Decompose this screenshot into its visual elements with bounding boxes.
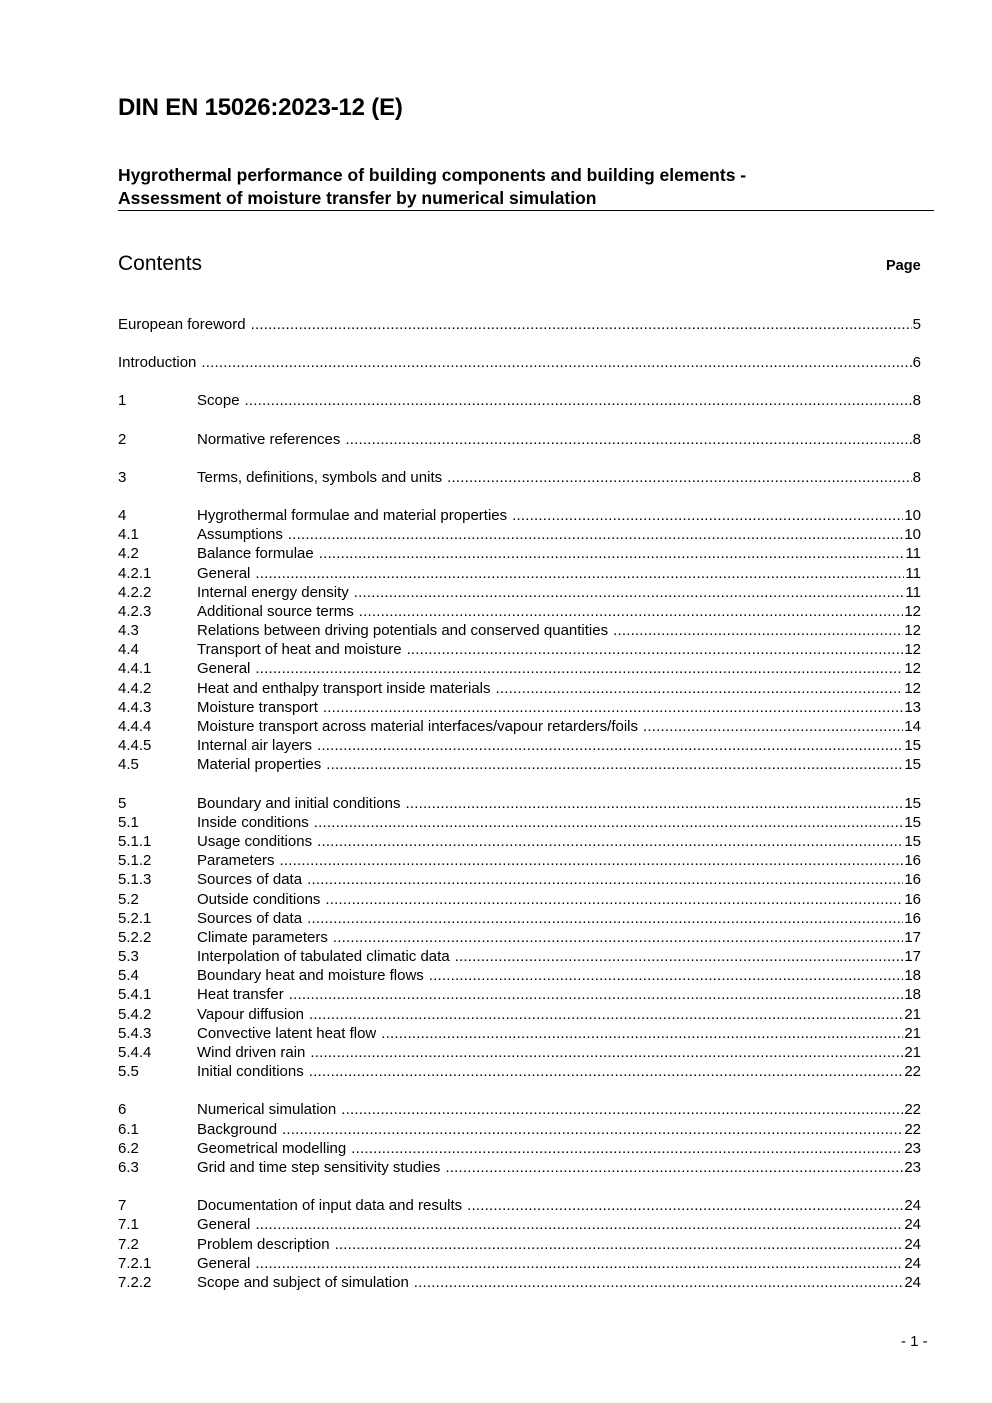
- toc-dot-leader: [512, 506, 903, 525]
- toc-entry[interactable]: [118, 1254, 921, 1273]
- toc-entry-page: 11: [905, 545, 921, 563]
- toc-entry-page: 17: [904, 948, 921, 966]
- toc-entry[interactable]: [118, 966, 921, 985]
- toc-dot-leader: [381, 1024, 903, 1043]
- toc-entry-page: 12: [904, 641, 921, 659]
- toc-entry[interactable]: [118, 1062, 921, 1081]
- toc-entry-page: 16: [904, 871, 921, 889]
- toc-entry-title: General: [197, 1254, 251, 1272]
- toc-dot-leader: [333, 928, 903, 947]
- toc-entry-page: 15: [904, 813, 921, 831]
- toc-entry-page: 23: [904, 1158, 921, 1176]
- toc-entry-number: 4.2.3: [118, 602, 152, 620]
- toc-dot-leader: [255, 564, 904, 583]
- toc-dot-leader: [414, 1273, 904, 1292]
- toc-dot-leader: [354, 583, 905, 602]
- subtitle-line-1: Hygrothermal performance of building components and building elements -: [118, 165, 747, 185]
- toc-entry-page: 21: [904, 1044, 921, 1061]
- toc-entry-page: 8: [912, 468, 921, 486]
- toc-entry-number: 5.4.2: [118, 1005, 152, 1023]
- toc-dot-leader: [317, 832, 903, 851]
- toc-entry-page: 6: [912, 354, 921, 372]
- toc-entry-number: 4.4: [118, 641, 139, 659]
- toc-entry-title: Moisture transport across material interfaces/vapour retarders/foils: [197, 718, 639, 735]
- toc-entry-page: 24: [904, 1197, 921, 1215]
- toc-entry[interactable]: [118, 564, 921, 583]
- toc-entry-page: 15: [904, 794, 921, 812]
- toc-entry-title: Grid and time step sensitivity studies: [197, 1158, 441, 1176]
- toc-entry-title: Vapour diffusion: [197, 1005, 305, 1023]
- toc-entry-number: 5.2.2: [118, 928, 152, 946]
- toc-entry-number: 4.2.1: [118, 564, 152, 582]
- toc-entry-title: Material properties: [197, 756, 322, 774]
- toc-entry-title: European foreword: [118, 316, 246, 333]
- toc-entry-number: 6: [118, 1101, 127, 1119]
- toc-dot-leader: [319, 544, 905, 563]
- toc-entry-number: 4: [118, 506, 127, 524]
- toc-entry-page: 18: [904, 967, 921, 985]
- toc-entry-number: 3: [118, 468, 127, 486]
- toc-entry-title: Problem description: [197, 1235, 330, 1253]
- toc-entry-number: 4.2: [118, 545, 139, 563]
- toc-entry[interactable]: [118, 794, 921, 813]
- toc-entry[interactable]: [118, 947, 921, 966]
- toc-entry-page: 12: [904, 602, 921, 620]
- toc-entry-title: Parameters: [197, 852, 275, 870]
- toc-entry-number: 2: [118, 430, 127, 448]
- toc-entry-title: General: [197, 564, 251, 582]
- toc-entry[interactable]: [118, 1120, 921, 1139]
- toc-entry-title: Scope: [197, 392, 240, 410]
- toc-entry-number: 5.1.1: [118, 832, 152, 850]
- toc-dot-leader: [613, 621, 903, 640]
- toc-dot-leader: [309, 1062, 904, 1081]
- toc-dot-leader: [351, 1139, 903, 1158]
- toc-entry-title: Additional source terms: [197, 602, 354, 620]
- toc-entry-page: 15: [904, 756, 921, 774]
- toc-entry-number: 1: [118, 392, 127, 410]
- toc-entry[interactable]: [118, 985, 921, 1004]
- toc-entry-number: 7.2.2: [118, 1273, 152, 1291]
- toc-entry[interactable]: [118, 1024, 921, 1043]
- toc-dot-leader: [201, 353, 911, 372]
- toc-dot-leader: [307, 870, 903, 889]
- toc-entry[interactable]: [118, 1100, 921, 1119]
- toc-entry-page: 21: [904, 1024, 921, 1042]
- toc-entry-title: Documentation of input data and results: [197, 1197, 463, 1215]
- toc-dot-leader: [309, 1005, 903, 1024]
- toc-entry[interactable]: [118, 1215, 921, 1234]
- toc-entry-title: Inside conditions: [197, 813, 309, 831]
- toc-dot-leader: [345, 430, 911, 449]
- toc-dot-leader: [643, 717, 903, 736]
- toc-entry[interactable]: [118, 832, 921, 851]
- toc-entry-title: Assumptions: [197, 526, 283, 544]
- toc-entry-number: 5.5: [118, 1063, 139, 1081]
- toc-entry[interactable]: [118, 1273, 921, 1292]
- toc-entry-page: 22: [904, 1101, 921, 1119]
- toc-entry-page: 16: [904, 890, 921, 908]
- toc-entry-number: 4.2.2: [118, 583, 152, 601]
- toc-entry-number: 6.3: [118, 1158, 139, 1176]
- toc-entry[interactable]: [118, 717, 921, 736]
- toc-entry[interactable]: [118, 1235, 921, 1254]
- contents-heading: Contents: [118, 252, 203, 275]
- toc-dot-leader: [314, 813, 904, 832]
- toc-entry[interactable]: [118, 698, 921, 717]
- toc-entry[interactable]: [118, 1139, 921, 1158]
- toc-entry[interactable]: [118, 1158, 921, 1177]
- toc-entry-number: 4.4.3: [118, 698, 152, 716]
- page-column-heading: Page: [886, 258, 921, 274]
- toc-entry[interactable]: [118, 583, 921, 602]
- toc-entry[interactable]: [118, 353, 921, 372]
- document-code: DIN EN 15026:2023-12 (E): [118, 94, 403, 121]
- toc-entry-page: 13: [904, 698, 921, 716]
- toc-entry-number: 7.1: [118, 1216, 139, 1234]
- toc-entry-page: 24: [904, 1273, 921, 1291]
- toc-entry-title: Balance formulae: [197, 545, 314, 563]
- page-number: - 1 -: [901, 1333, 928, 1350]
- toc-entry-number: 5.1.3: [118, 871, 152, 889]
- toc-dot-leader: [288, 525, 903, 544]
- toc-entry-title: Numerical simulation: [197, 1101, 337, 1119]
- toc-entry-title: Normative references: [197, 430, 341, 448]
- toc-entry-number: 5.4.1: [118, 986, 152, 1004]
- toc-entry-title: Scope and subject of simulation: [197, 1273, 409, 1291]
- toc-dot-leader: [255, 1215, 903, 1234]
- toc-entry-page: 23: [904, 1139, 921, 1157]
- toc-entry-title: Moisture transport: [197, 698, 318, 716]
- toc-entry-page: 18: [904, 986, 921, 1004]
- toc-dot-leader: [251, 315, 912, 334]
- toc-entry[interactable]: [118, 640, 921, 659]
- toc-entry[interactable]: [118, 506, 921, 525]
- toc-entry-number: 5.4.4: [118, 1044, 152, 1061]
- toc-entry-number: 4.1: [118, 526, 139, 544]
- toc-dot-leader: [326, 755, 903, 774]
- toc-entry[interactable]: [118, 659, 921, 678]
- toc-dot-leader: [307, 909, 903, 928]
- toc-entry-title: Boundary and initial conditions: [197, 794, 401, 812]
- toc-entry-number: 5.3: [118, 948, 139, 966]
- toc-entry-title: Introduction: [118, 354, 197, 372]
- toc-entry-title: Geometrical modelling: [197, 1139, 347, 1157]
- toc-entry-page: 5: [912, 316, 921, 333]
- toc-entry-page: 12: [904, 660, 921, 678]
- toc-entry-number: 4.4.4: [118, 718, 152, 735]
- toc-entry-page: 8: [912, 430, 921, 448]
- toc-entry-page: 24: [904, 1254, 921, 1272]
- toc-dot-leader: [255, 659, 903, 678]
- toc-entry-page: 15: [904, 832, 921, 850]
- document-subtitle: [118, 164, 934, 210]
- toc-entry-title: Heat transfer: [197, 986, 284, 1004]
- toc-dot-leader: [445, 1158, 903, 1177]
- toc-entry-title: Background: [197, 1120, 278, 1138]
- toc-entry[interactable]: [118, 1196, 921, 1215]
- toc-entry[interactable]: [118, 391, 921, 410]
- toc-dot-leader: [467, 1196, 903, 1215]
- toc-entry-title: Internal air layers: [197, 737, 313, 755]
- toc-entry-number: 7.2: [118, 1235, 139, 1253]
- toc-dot-leader: [289, 985, 904, 1004]
- toc-entry[interactable]: [118, 1043, 921, 1062]
- toc-entry[interactable]: [118, 909, 921, 928]
- toc-entry-page: 16: [904, 909, 921, 927]
- toc-dot-leader: [359, 602, 904, 621]
- toc-entry-number: 4.4.2: [118, 679, 152, 697]
- toc-entry-page: 22: [904, 1063, 921, 1081]
- toc-entry-title: Hygrothermal formulae and material properties: [197, 506, 508, 524]
- toc-entry-page: 15: [904, 737, 921, 755]
- toc-entry-page: 12: [904, 679, 921, 697]
- subtitle-line-2: Assessment of moisture transfer by numerical simulation: [118, 188, 597, 208]
- toc-dot-leader: [341, 1100, 903, 1119]
- toc-entry-number: 4.3: [118, 622, 139, 640]
- toc-dot-leader: [455, 947, 904, 966]
- toc-entry-page: 24: [904, 1235, 921, 1253]
- toc-entry-title: Initial conditions: [197, 1063, 304, 1081]
- toc-dot-leader: [407, 640, 904, 659]
- toc-entry-page: 11: [905, 583, 921, 601]
- toc-entry-title: Sources of data: [197, 871, 303, 889]
- toc-entry[interactable]: [118, 621, 921, 640]
- toc-entry[interactable]: [118, 851, 921, 870]
- toc-entry-number: 5.1.2: [118, 852, 152, 870]
- toc-dot-leader: [323, 698, 903, 717]
- toc-entry-title: Climate parameters: [197, 928, 328, 946]
- toc-entry[interactable]: [118, 525, 921, 544]
- toc-dot-leader: [310, 1043, 903, 1062]
- toc-entry-number: 5.2.1: [118, 909, 152, 927]
- toc-entry-number: 4.4.1: [118, 660, 152, 678]
- toc-dot-leader: [325, 890, 903, 909]
- toc-entry[interactable]: [118, 602, 921, 621]
- toc-entry[interactable]: [118, 755, 921, 774]
- toc-dot-leader: [245, 391, 912, 410]
- toc-dot-leader: [429, 966, 904, 985]
- toc-entry-title: Internal energy density: [197, 583, 349, 601]
- toc-entry-title: General: [197, 1216, 251, 1234]
- toc-dot-leader: [282, 1120, 903, 1139]
- toc-dot-leader: [335, 1235, 904, 1254]
- toc-entry[interactable]: [118, 468, 921, 487]
- toc-entry[interactable]: [118, 315, 921, 334]
- toc-entry-page: 22: [904, 1120, 921, 1138]
- toc-entry[interactable]: [118, 1005, 921, 1024]
- toc-dot-leader: [280, 851, 904, 870]
- table-of-contents: [118, 315, 921, 1292]
- toc-entry-number: 5.2: [118, 890, 139, 908]
- toc-entry[interactable]: [118, 430, 921, 449]
- toc-entry-page: 10: [904, 526, 921, 544]
- toc-entry[interactable]: [118, 679, 921, 698]
- toc-entry-number: 6.1: [118, 1120, 139, 1138]
- toc-entry-title: Boundary heat and moisture flows: [197, 967, 424, 985]
- toc-entry-page: 17: [904, 928, 921, 946]
- toc-entry-page: 10: [904, 506, 921, 524]
- toc-entry-title: General: [197, 660, 251, 678]
- title-rule: [118, 210, 934, 211]
- toc-entry-page: 11: [905, 564, 921, 582]
- toc-entry-number: 5.4: [118, 967, 139, 985]
- toc-entry-number: 5: [118, 794, 127, 812]
- toc-entry-title: Interpolation of tabulated climatic data: [197, 948, 450, 966]
- toc-entry-title: Relations between driving potentials and conserved quantities: [197, 622, 609, 640]
- toc-entry-page: 12: [904, 622, 921, 640]
- toc-dot-leader: [255, 1254, 903, 1273]
- toc-entry[interactable]: [118, 890, 921, 909]
- toc-entry[interactable]: [118, 813, 921, 832]
- toc-entry[interactable]: [118, 544, 921, 563]
- toc-entry-number: 7.2.1: [118, 1254, 152, 1272]
- toc-entry-title: Terms, definitions, symbols and units: [197, 468, 443, 486]
- toc-entry-title: Transport of heat and moisture: [197, 641, 402, 659]
- toc-dot-leader: [447, 468, 912, 487]
- toc-entry-number: 6.2: [118, 1139, 139, 1157]
- toc-dot-leader: [496, 679, 904, 698]
- toc-entry-page: 14: [904, 718, 921, 735]
- toc-entry-number: 5.1: [118, 813, 139, 831]
- toc-entry-title: Heat and enthalpy transport inside materials: [197, 679, 491, 697]
- toc-entry-page: 8: [912, 392, 921, 410]
- toc-entry-number: 5.4.3: [118, 1024, 152, 1042]
- toc-entry-page: 16: [904, 852, 921, 870]
- toc-dot-leader: [405, 794, 903, 813]
- toc-entry-title: Usage conditions: [197, 832, 313, 850]
- toc-dot-leader: [317, 736, 903, 755]
- toc-entry-number: 4.5: [118, 756, 139, 774]
- toc-entry[interactable]: [118, 870, 921, 889]
- toc-entry-title: Sources of data: [197, 909, 303, 927]
- toc-entry-number: 4.4.5: [118, 737, 152, 755]
- toc-entry[interactable]: [118, 928, 921, 947]
- toc-entry-title: Convective latent heat flow: [197, 1024, 377, 1042]
- toc-entry-title: Outside conditions: [197, 890, 321, 908]
- toc-entry-number: 7: [118, 1197, 127, 1215]
- toc-entry-page: 24: [904, 1216, 921, 1234]
- toc-entry[interactable]: [118, 736, 921, 755]
- toc-entry-title: Wind driven rain: [197, 1044, 306, 1061]
- toc-entry-page: 21: [904, 1005, 921, 1023]
